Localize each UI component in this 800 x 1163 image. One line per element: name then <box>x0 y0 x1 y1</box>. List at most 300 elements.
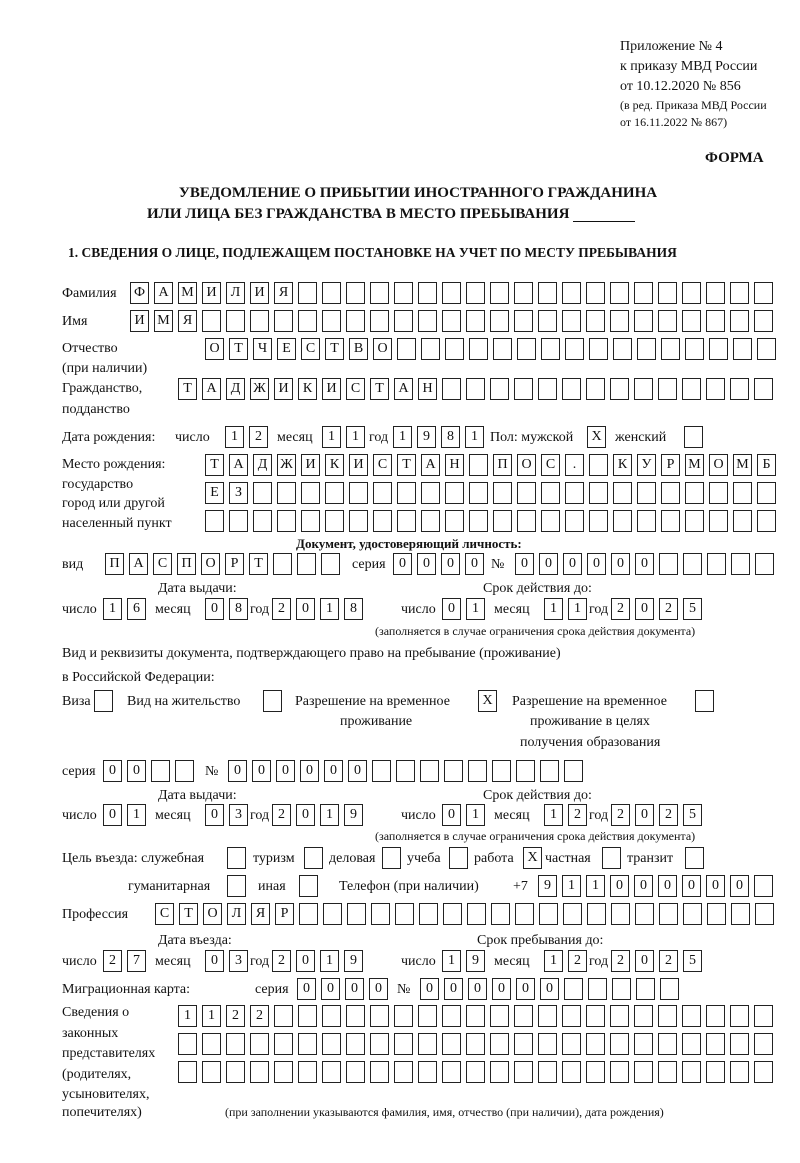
char-cell[interactable] <box>539 903 558 925</box>
char-cell[interactable] <box>202 310 221 332</box>
char-cell[interactable]: 0 <box>516 978 535 1000</box>
char-cell[interactable]: К <box>613 454 632 476</box>
char-cell[interactable]: 0 <box>682 875 701 897</box>
char-cell[interactable]: 2 <box>226 1005 245 1027</box>
char-cell[interactable] <box>349 510 368 532</box>
char-cell[interactable] <box>370 310 389 332</box>
year-field[interactable] <box>611 804 707 826</box>
name-field[interactable] <box>130 310 778 332</box>
char-cell[interactable]: 1 <box>544 950 563 972</box>
char-cell[interactable]: 0 <box>127 760 146 782</box>
char-cell[interactable]: 5 <box>683 804 702 826</box>
birth-place-row[interactable] <box>205 454 781 476</box>
char-cell[interactable]: 2 <box>272 950 291 972</box>
char-cell[interactable]: З <box>229 482 248 504</box>
char-cell[interactable] <box>754 875 773 897</box>
char-cell[interactable]: Т <box>249 553 268 575</box>
char-cell[interactable] <box>298 282 317 304</box>
char-cell[interactable] <box>273 553 292 575</box>
char-cell[interactable]: Т <box>205 454 224 476</box>
char-cell[interactable] <box>658 310 677 332</box>
char-cell[interactable] <box>757 482 776 504</box>
char-cell[interactable] <box>490 310 509 332</box>
char-cell[interactable] <box>610 310 629 332</box>
char-cell[interactable] <box>564 760 583 782</box>
char-cell[interactable]: И <box>274 378 293 400</box>
char-cell[interactable] <box>589 482 608 504</box>
char-cell[interactable] <box>373 482 392 504</box>
char-cell[interactable] <box>613 482 632 504</box>
char-cell[interactable]: 0 <box>276 760 295 782</box>
char-cell[interactable] <box>706 1061 725 1083</box>
char-cell[interactable]: О <box>205 338 224 360</box>
char-cell[interactable]: 9 <box>417 426 436 448</box>
char-cell[interactable]: 0 <box>252 760 271 782</box>
char-cell[interactable]: О <box>517 454 536 476</box>
char-cell[interactable] <box>250 310 269 332</box>
char-cell[interactable] <box>466 1033 485 1055</box>
sex-male-checkbox[interactable]: X <box>587 426 606 448</box>
char-cell[interactable] <box>731 553 750 575</box>
representatives-row[interactable] <box>178 1061 778 1083</box>
char-cell[interactable]: 1 <box>466 804 485 826</box>
char-cell[interactable] <box>610 1005 629 1027</box>
char-cell[interactable]: 1 <box>320 950 339 972</box>
birth-place-row[interactable] <box>205 482 781 504</box>
char-cell[interactable] <box>682 378 701 400</box>
char-cell[interactable] <box>730 1005 749 1027</box>
char-cell[interactable] <box>565 338 584 360</box>
char-cell[interactable] <box>589 454 608 476</box>
char-cell[interactable] <box>346 1033 365 1055</box>
char-cell[interactable]: 0 <box>442 598 461 620</box>
char-cell[interactable] <box>466 282 485 304</box>
char-cell[interactable] <box>397 338 416 360</box>
char-cell[interactable] <box>373 510 392 532</box>
char-cell[interactable]: О <box>373 338 392 360</box>
char-cell[interactable] <box>730 378 749 400</box>
char-cell[interactable] <box>274 310 293 332</box>
char-cell[interactable] <box>175 760 194 782</box>
char-cell[interactable]: М <box>178 282 197 304</box>
char-cell[interactable]: 1 <box>178 1005 197 1027</box>
char-cell[interactable] <box>514 310 533 332</box>
char-cell[interactable] <box>371 903 390 925</box>
char-cell[interactable] <box>565 482 584 504</box>
phone-field[interactable] <box>538 875 778 897</box>
char-cell[interactable]: Я <box>251 903 270 925</box>
char-cell[interactable] <box>349 482 368 504</box>
char-cell[interactable] <box>397 482 416 504</box>
char-cell[interactable] <box>733 338 752 360</box>
char-cell[interactable] <box>250 1033 269 1055</box>
char-cell[interactable]: 3 <box>229 950 248 972</box>
purpose-study-checkbox[interactable] <box>449 847 468 869</box>
month-field[interactable] <box>544 598 592 620</box>
char-cell[interactable]: 1 <box>103 598 122 620</box>
char-cell[interactable]: 0 <box>634 875 653 897</box>
visa-checkbox[interactable] <box>94 690 113 712</box>
char-cell[interactable] <box>659 903 678 925</box>
char-cell[interactable]: 9 <box>344 804 363 826</box>
char-cell[interactable] <box>685 482 704 504</box>
char-cell[interactable] <box>563 903 582 925</box>
char-cell[interactable] <box>562 1033 581 1055</box>
char-cell[interactable]: 2 <box>272 804 291 826</box>
char-cell[interactable]: В <box>349 338 368 360</box>
char-cell[interactable] <box>731 903 750 925</box>
char-cell[interactable]: 0 <box>515 553 534 575</box>
char-cell[interactable]: 0 <box>706 875 725 897</box>
char-cell[interactable] <box>562 282 581 304</box>
char-cell[interactable]: П <box>493 454 512 476</box>
char-cell[interactable]: 0 <box>228 760 247 782</box>
char-cell[interactable] <box>538 282 557 304</box>
char-cell[interactable]: И <box>250 282 269 304</box>
year-field[interactable] <box>272 804 368 826</box>
char-cell[interactable] <box>683 903 702 925</box>
char-cell[interactable] <box>706 310 725 332</box>
char-cell[interactable] <box>706 1033 725 1055</box>
char-cell[interactable]: 2 <box>568 950 587 972</box>
char-cell[interactable]: 0 <box>658 875 677 897</box>
char-cell[interactable]: А <box>202 378 221 400</box>
char-cell[interactable] <box>469 510 488 532</box>
char-cell[interactable]: 1 <box>127 804 146 826</box>
char-cell[interactable] <box>490 1005 509 1027</box>
char-cell[interactable] <box>514 1061 533 1083</box>
char-cell[interactable]: 8 <box>229 598 248 620</box>
char-cell[interactable]: И <box>349 454 368 476</box>
char-cell[interactable] <box>586 378 605 400</box>
char-cell[interactable]: 0 <box>205 950 224 972</box>
char-cell[interactable]: К <box>298 378 317 400</box>
char-cell[interactable] <box>396 760 415 782</box>
char-cell[interactable] <box>514 378 533 400</box>
char-cell[interactable] <box>541 482 560 504</box>
char-cell[interactable] <box>442 282 461 304</box>
char-cell[interactable] <box>517 482 536 504</box>
char-cell[interactable] <box>730 282 749 304</box>
char-cell[interactable]: С <box>153 553 172 575</box>
char-cell[interactable]: 1 <box>320 804 339 826</box>
char-cell[interactable] <box>370 282 389 304</box>
char-cell[interactable]: 0 <box>369 978 388 1000</box>
char-cell[interactable] <box>634 1005 653 1027</box>
char-cell[interactable] <box>538 378 557 400</box>
char-cell[interactable]: 8 <box>441 426 460 448</box>
char-cell[interactable] <box>707 903 726 925</box>
year-field[interactable] <box>272 950 368 972</box>
year-field[interactable] <box>611 598 707 620</box>
char-cell[interactable]: 1 <box>225 426 244 448</box>
char-cell[interactable]: 9 <box>538 875 557 897</box>
char-cell[interactable]: 0 <box>635 553 654 575</box>
char-cell[interactable]: М <box>685 454 704 476</box>
char-cell[interactable] <box>370 1061 389 1083</box>
char-cell[interactable] <box>709 338 728 360</box>
char-cell[interactable] <box>754 1061 773 1083</box>
char-cell[interactable] <box>538 1061 557 1083</box>
char-cell[interactable]: 2 <box>659 950 678 972</box>
char-cell[interactable]: 0 <box>635 598 654 620</box>
char-cell[interactable] <box>757 338 776 360</box>
char-cell[interactable] <box>589 338 608 360</box>
char-cell[interactable]: Р <box>661 454 680 476</box>
char-cell[interactable] <box>754 378 773 400</box>
char-cell[interactable] <box>466 310 485 332</box>
char-cell[interactable] <box>634 310 653 332</box>
sex-female-checkbox[interactable] <box>684 426 703 448</box>
year-field[interactable] <box>272 598 368 620</box>
char-cell[interactable] <box>661 482 680 504</box>
char-cell[interactable] <box>514 1033 533 1055</box>
char-cell[interactable] <box>586 310 605 332</box>
char-cell[interactable] <box>540 760 559 782</box>
char-cell[interactable]: Д <box>226 378 245 400</box>
char-cell[interactable]: 1 <box>465 426 484 448</box>
char-cell[interactable] <box>733 510 752 532</box>
char-cell[interactable] <box>178 1061 197 1083</box>
day-field[interactable] <box>103 950 151 972</box>
char-cell[interactable] <box>298 310 317 332</box>
char-cell[interactable] <box>298 1061 317 1083</box>
purpose-other-checkbox[interactable] <box>299 875 318 897</box>
char-cell[interactable] <box>682 282 701 304</box>
char-cell[interactable] <box>538 1033 557 1055</box>
stay-series-field[interactable] <box>103 760 199 782</box>
char-cell[interactable]: Т <box>229 338 248 360</box>
char-cell[interactable] <box>442 1061 461 1083</box>
char-cell[interactable] <box>322 1061 341 1083</box>
char-cell[interactable] <box>492 760 511 782</box>
char-cell[interactable] <box>635 903 654 925</box>
char-cell[interactable] <box>515 903 534 925</box>
char-cell[interactable] <box>274 1033 293 1055</box>
char-cell[interactable] <box>612 978 631 1000</box>
char-cell[interactable] <box>493 510 512 532</box>
doc-kind-field[interactable] <box>105 553 345 575</box>
char-cell[interactable] <box>445 510 464 532</box>
purpose-private-checkbox[interactable] <box>602 847 621 869</box>
char-cell[interactable]: 0 <box>441 553 460 575</box>
char-cell[interactable]: Т <box>179 903 198 925</box>
char-cell[interactable] <box>661 510 680 532</box>
char-cell[interactable]: О <box>203 903 222 925</box>
char-cell[interactable] <box>322 1033 341 1055</box>
char-cell[interactable]: Н <box>445 454 464 476</box>
char-cell[interactable]: 5 <box>683 950 702 972</box>
char-cell[interactable]: 3 <box>229 804 248 826</box>
char-cell[interactable] <box>469 482 488 504</box>
char-cell[interactable]: Т <box>178 378 197 400</box>
char-cell[interactable] <box>298 1005 317 1027</box>
char-cell[interactable] <box>541 338 560 360</box>
birth-year-field[interactable] <box>393 426 489 448</box>
char-cell[interactable] <box>321 553 340 575</box>
char-cell[interactable] <box>394 282 413 304</box>
char-cell[interactable]: 2 <box>611 598 630 620</box>
char-cell[interactable] <box>754 310 773 332</box>
char-cell[interactable] <box>634 378 653 400</box>
char-cell[interactable] <box>469 454 488 476</box>
char-cell[interactable]: А <box>229 454 248 476</box>
char-cell[interactable] <box>466 1061 485 1083</box>
char-cell[interactable] <box>277 482 296 504</box>
char-cell[interactable] <box>661 338 680 360</box>
char-cell[interactable] <box>226 310 245 332</box>
char-cell[interactable] <box>490 1033 509 1055</box>
char-cell[interactable]: 8 <box>344 598 363 620</box>
month-field[interactable] <box>205 804 253 826</box>
char-cell[interactable] <box>754 1033 773 1055</box>
char-cell[interactable] <box>562 310 581 332</box>
char-cell[interactable] <box>586 1033 605 1055</box>
char-cell[interactable]: 0 <box>297 978 316 1000</box>
char-cell[interactable]: 1 <box>586 875 605 897</box>
char-cell[interactable] <box>683 553 702 575</box>
char-cell[interactable] <box>755 903 774 925</box>
char-cell[interactable]: 2 <box>659 598 678 620</box>
char-cell[interactable] <box>298 1033 317 1055</box>
char-cell[interactable]: С <box>346 378 365 400</box>
char-cell[interactable]: 0 <box>611 553 630 575</box>
char-cell[interactable] <box>394 1005 413 1027</box>
mc-number-field[interactable] <box>420 978 684 1000</box>
day-field[interactable] <box>442 950 490 972</box>
char-cell[interactable] <box>587 903 606 925</box>
char-cell[interactable]: 0 <box>635 804 654 826</box>
char-cell[interactable]: 1 <box>442 950 461 972</box>
purpose-work-checkbox[interactable]: X <box>523 847 542 869</box>
char-cell[interactable] <box>634 1033 653 1055</box>
char-cell[interactable]: А <box>421 454 440 476</box>
char-cell[interactable] <box>538 1005 557 1027</box>
char-cell[interactable] <box>682 1033 701 1055</box>
month-field[interactable] <box>205 950 253 972</box>
char-cell[interactable] <box>706 282 725 304</box>
char-cell[interactable] <box>610 1033 629 1055</box>
char-cell[interactable]: Ф <box>130 282 149 304</box>
char-cell[interactable] <box>418 1033 437 1055</box>
char-cell[interactable] <box>660 978 679 1000</box>
char-cell[interactable] <box>395 903 414 925</box>
char-cell[interactable]: 0 <box>540 978 559 1000</box>
char-cell[interactable] <box>421 510 440 532</box>
char-cell[interactable] <box>444 760 463 782</box>
char-cell[interactable]: 0 <box>730 875 749 897</box>
char-cell[interactable]: 1 <box>544 598 563 620</box>
char-cell[interactable]: Л <box>227 903 246 925</box>
char-cell[interactable] <box>443 903 462 925</box>
char-cell[interactable] <box>637 510 656 532</box>
char-cell[interactable]: 1 <box>568 598 587 620</box>
char-cell[interactable]: М <box>733 454 752 476</box>
char-cell[interactable] <box>755 553 774 575</box>
char-cell[interactable] <box>610 282 629 304</box>
char-cell[interactable]: 0 <box>321 978 340 1000</box>
char-cell[interactable]: Ж <box>250 378 269 400</box>
char-cell[interactable] <box>493 482 512 504</box>
char-cell[interactable] <box>658 1033 677 1055</box>
char-cell[interactable] <box>706 378 725 400</box>
char-cell[interactable] <box>709 510 728 532</box>
char-cell[interactable] <box>541 510 560 532</box>
char-cell[interactable] <box>757 510 776 532</box>
place-blank[interactable] <box>573 207 635 222</box>
char-cell[interactable] <box>277 510 296 532</box>
char-cell[interactable] <box>490 282 509 304</box>
char-cell[interactable]: И <box>202 282 221 304</box>
char-cell[interactable] <box>707 553 726 575</box>
char-cell[interactable] <box>226 1061 245 1083</box>
char-cell[interactable] <box>372 760 391 782</box>
char-cell[interactable] <box>493 338 512 360</box>
trp-checkbox[interactable]: X <box>478 690 497 712</box>
char-cell[interactable] <box>730 1061 749 1083</box>
char-cell[interactable]: 5 <box>683 598 702 620</box>
char-cell[interactable]: 0 <box>539 553 558 575</box>
char-cell[interactable]: О <box>709 454 728 476</box>
char-cell[interactable]: 9 <box>466 950 485 972</box>
profession-field[interactable] <box>155 903 779 925</box>
char-cell[interactable]: 1 <box>346 426 365 448</box>
char-cell[interactable]: А <box>394 378 413 400</box>
birth-month-field[interactable] <box>322 426 370 448</box>
char-cell[interactable]: 1 <box>320 598 339 620</box>
purpose-business-checkbox[interactable] <box>382 847 401 869</box>
char-cell[interactable]: 0 <box>417 553 436 575</box>
char-cell[interactable] <box>394 1033 413 1055</box>
char-cell[interactable] <box>442 1033 461 1055</box>
char-cell[interactable] <box>442 1005 461 1027</box>
char-cell[interactable] <box>514 1005 533 1027</box>
char-cell[interactable] <box>322 282 341 304</box>
char-cell[interactable] <box>445 482 464 504</box>
char-cell[interactable] <box>253 510 272 532</box>
char-cell[interactable] <box>586 1061 605 1083</box>
char-cell[interactable] <box>418 1005 437 1027</box>
day-field[interactable] <box>442 598 490 620</box>
char-cell[interactable] <box>370 1033 389 1055</box>
char-cell[interactable]: Т <box>370 378 389 400</box>
char-cell[interactable] <box>394 310 413 332</box>
char-cell[interactable] <box>469 338 488 360</box>
char-cell[interactable]: С <box>373 454 392 476</box>
char-cell[interactable] <box>610 1061 629 1083</box>
char-cell[interactable]: 6 <box>127 598 146 620</box>
char-cell[interactable]: 0 <box>563 553 582 575</box>
char-cell[interactable]: К <box>325 454 344 476</box>
day-field[interactable] <box>103 804 151 826</box>
char-cell[interactable]: Б <box>757 454 776 476</box>
year-field[interactable] <box>611 950 707 972</box>
doc-series-field[interactable] <box>393 553 489 575</box>
char-cell[interactable] <box>658 1005 677 1027</box>
char-cell[interactable] <box>610 378 629 400</box>
char-cell[interactable] <box>468 760 487 782</box>
citizenship-field[interactable] <box>178 378 778 400</box>
char-cell[interactable]: 2 <box>568 804 587 826</box>
char-cell[interactable] <box>588 978 607 1000</box>
char-cell[interactable]: 7 <box>127 950 146 972</box>
day-field[interactable] <box>103 598 151 620</box>
char-cell[interactable] <box>325 482 344 504</box>
char-cell[interactable] <box>733 482 752 504</box>
purpose-humanitarian-checkbox[interactable] <box>227 875 246 897</box>
char-cell[interactable] <box>490 378 509 400</box>
char-cell[interactable]: М <box>154 310 173 332</box>
